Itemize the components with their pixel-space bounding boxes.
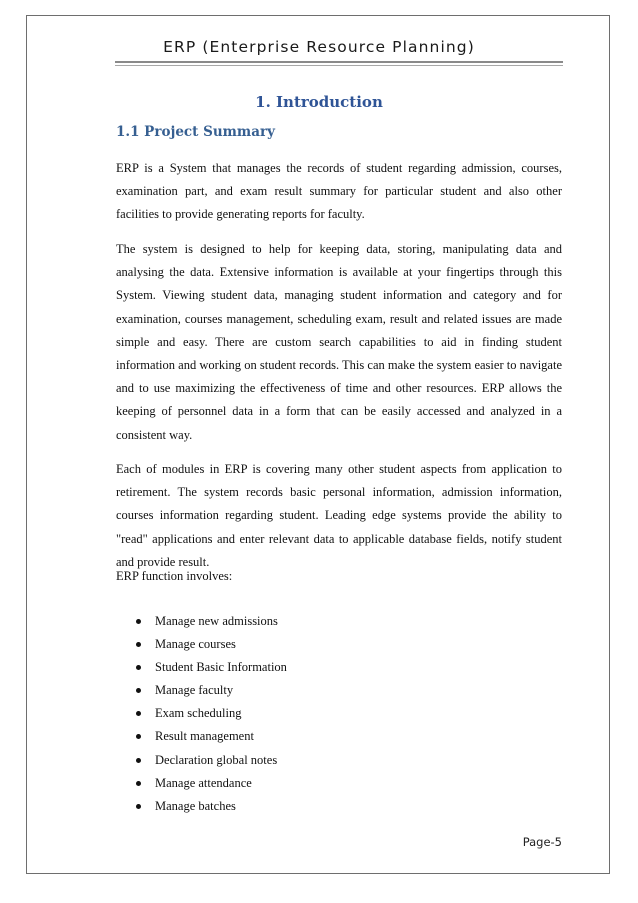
bullet-icon xyxy=(136,734,141,739)
bullet-icon xyxy=(136,619,141,624)
bullet-icon xyxy=(136,642,141,647)
paragraph-system-design: The system is designed to help for keeping data, storing, manipulating data and analysing the data. Extensive information is available at your fingertips through this System. Viewing student data, managing student information and category and for examination, courses management, scheduling exam, result and related issues are made simple and easy. There are custom search capabilities to aid in finding student information and working on student records. This can make the system easier to navigate and to use maximizing the effectiveness of time and other resources. ERP allows the keeping of personnel data in a form that can be easily accessed and analyzed in a consistent way. xyxy=(116,242,562,442)
list-item xyxy=(136,656,287,679)
list-item xyxy=(136,702,287,725)
list-item-label: Manage batches xyxy=(155,798,236,813)
list-item-label: Manage faculty xyxy=(155,683,234,698)
chapter-title: 1. Introduction xyxy=(255,93,383,111)
list-item xyxy=(136,749,287,772)
section-title: 1.1 Project Summary xyxy=(116,124,275,140)
list-item xyxy=(136,633,287,656)
paragraph-functions-intro: ERP function involves: xyxy=(116,569,233,583)
list-item xyxy=(136,772,287,795)
bullet-icon xyxy=(136,688,141,693)
function-list xyxy=(136,610,287,818)
bullet-icon xyxy=(136,758,141,763)
list-item xyxy=(136,679,287,702)
list-item-label: Manage attendance xyxy=(155,775,252,790)
list-item-label: Result management xyxy=(155,729,254,744)
bullet-icon xyxy=(136,665,141,670)
running-header: ERP (Enterprise Resource Planning) xyxy=(163,38,475,56)
paragraph-overview: ERP is a System that manages the records of student regarding admission, courses, examination part, and exam result summary for particular student and also other facilities to provide generating reports for faculty. xyxy=(116,161,562,222)
list-item xyxy=(136,795,287,818)
list-item-label: Manage courses xyxy=(155,637,236,652)
list-item-label: Manage new admissions xyxy=(155,614,278,628)
list-item-label: Declaration global notes xyxy=(155,752,278,767)
paragraph-modules: Each of modules in ERP is covering many other student aspects from application to retirement. The system records basic personal information, admission information, courses information regarding student. Leading edge systems provide the ability to "read" applications and enter relevant data to applicable database fields, notify student and provide result. xyxy=(116,462,562,569)
list-item xyxy=(136,725,287,748)
bullet-icon xyxy=(136,804,141,809)
list-item-label: Student Basic Information xyxy=(155,660,287,675)
bullet-icon xyxy=(136,781,141,786)
header-rule xyxy=(115,61,563,63)
bullet-icon xyxy=(136,711,141,716)
page-number: Page-5 xyxy=(522,835,562,849)
list-item xyxy=(136,610,287,633)
list-item-label: Exam scheduling xyxy=(155,706,242,721)
